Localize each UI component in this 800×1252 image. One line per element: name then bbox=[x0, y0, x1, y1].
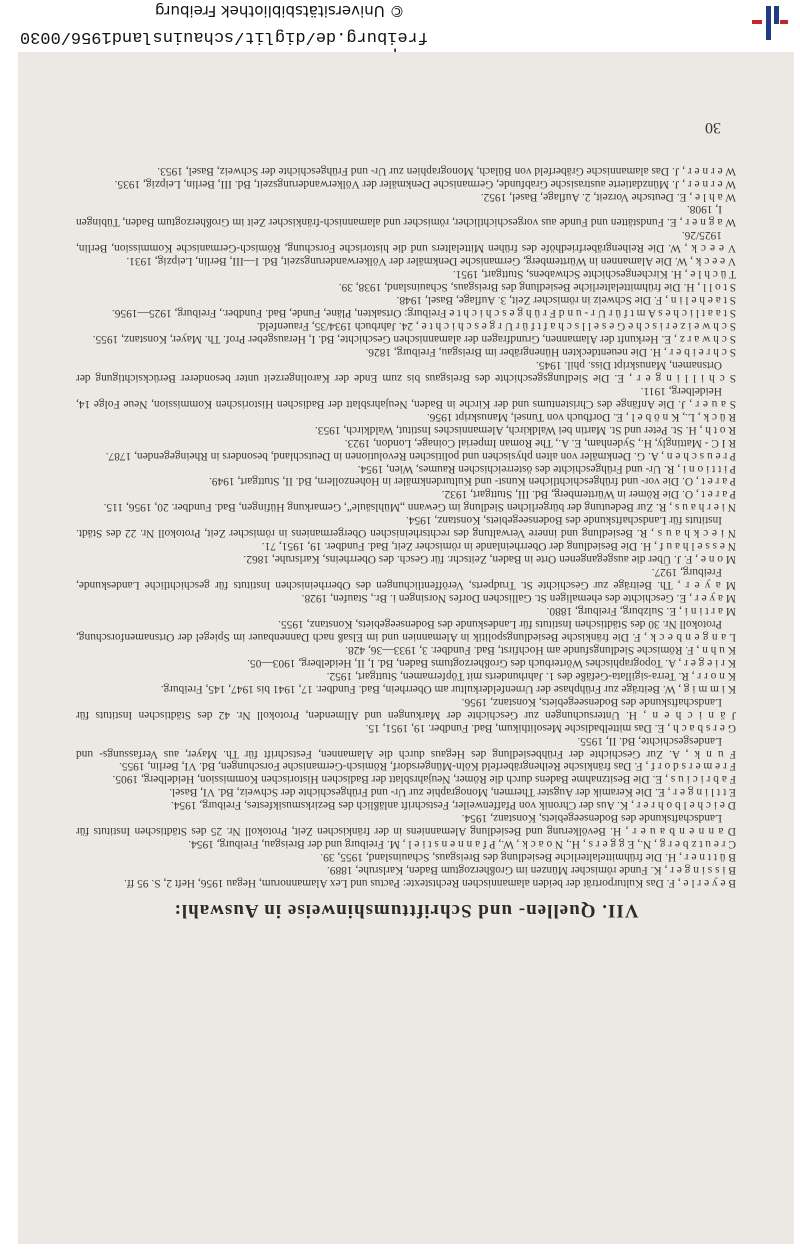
bibliography-entry: P r e u s c h e n , A. G. Denkmäler von alten physischen und politischen Revolutionen in Deutschland, besonders in Rheingegenden, 1787. bbox=[105, 449, 736, 462]
bibliography-entry: S t a e h e l i n , F. Die Schweiz in römischer Zeit, 3. Auflage, Basel, 1948. bbox=[396, 294, 736, 307]
bibliography-entry: E t t l i n g e r , E. Die Keramik der Augster Thermen, Monographie zur Ur- und Frühgeschichte der Schweiz, Bd. VI, Basel. bbox=[169, 786, 736, 799]
bibliography-entry: F u n k , A. Zur Geschichte der Frühbesiedlung des Hegaus durch die Alamannen, Festschrift für Th. Mayer, aus Verfassungs- und Landesgeschichte, Bd. II, 1955. bbox=[76, 734, 736, 760]
bibliography-entry: S t a a t l i c h e s A m t f ü r U r - u n d F r ü h g e s c h i c h t e Freiburg: Ortsakten, Pläne, Funde, Bad. Fundber., Freiburg, 1925—1956. bbox=[111, 307, 736, 320]
bibliography-entry: N e s s e l h a u f , H. Die Besiedlung der Oberrheinlande in römischer Zeit, Bad. Fundber. 19, 1951, 71. bbox=[261, 540, 736, 553]
bibliography-entry: V e e c k , W. Die Reihengräberfriedhöfe des frühen Mittelalters und die historische Forschung, Römisch-Germanische Kommission, Berlin, 1925/26. bbox=[76, 229, 736, 255]
bibliography-entry: P a r e t , O. Die vor- und frühgeschichtlichen Kunst- und Kulturdenkmäler in Hohenzollern, Bd. II, Stuttgart, 1949. bbox=[209, 475, 736, 488]
bibliography-entry: S c h w a r z , E. Herkunft der Alamannen, Grundfragen der alamannischen Geschichte, Bd. I, Herausgeber Prof. Th. Mayer, Konstanz, 1955. bbox=[92, 333, 736, 346]
bibliography-entry: G e r s b a c h , E. Das mittelbadische Mesolithikum, Bad. Fundber. 19, 1951, 15. bbox=[365, 721, 736, 734]
bibliography-entry: J ä n i c h e n , H. Untersuchungen zur Geschichte der Markungen und Allmenden, Protokoll Nr. 42 des Städtischen Instituts für Landschaftskunde des Bodenseegebiets, Konstanz, 1956. bbox=[76, 695, 736, 721]
bibliography-entry: P i t t i o n i , R. Ur- und Frühgeschichte des österreichischen Raumes, Wien, 1954. bbox=[357, 462, 736, 475]
bibliography-entry: R I C - Mattingly, H., Sydenham, E. A., The Roman Imperial Coinage, London, 1923. bbox=[344, 436, 736, 449]
bibliography-entry: S a u e r , J. Die Anfänge des Christentums und der Kirche in Baden, Neujahrsblatt der Badischen Historischen Kommission, Neue Folge 14, Heidelberg, 1911. bbox=[76, 384, 736, 410]
bibliography-entry: V e e c k , W. Die Alamannen in Württemberg, Germanische Denkmäler der Völkerwanderungszeit, Bd. I—III, Berlin, Leipzig, 1931. bbox=[126, 255, 736, 268]
bibliography-entry: T ü c h l e , H. Kirchengeschichte Schwabens, Stuttgart, 1951. bbox=[452, 268, 736, 281]
bibliography-entry: S c h w e i z e r i s c h e G e s e l l s c h a f t f ü r U r g e s c h i c h t e , 24. Jahrbuch 1934/35, Frauenfeld. bbox=[256, 320, 736, 333]
bibliography-entry: R ü c k , L., K n ö b e l , E. Dorfbuch von Tunsel, Manuskript 1956. bbox=[426, 410, 736, 423]
bibliography-entry: D e i c h e l b o h r e r , K. Aus der Chronik von Pfaffenweiler, Festschrift anläßlich des Bezirksmusikfestes, Freiburg, 1954. bbox=[170, 799, 736, 812]
bibliography-entry: M o n e , F. J. Über die ausgegangenen Orte in Baden, Zeitschr. für Gesch. des Oberrheins, Karlsruhe, 1862. bbox=[243, 553, 736, 566]
bibliography-entry: N i e r h a u s , R. Zur Bedeutung der bürgerlichen Siedlung im Gewann „Mühlsäule“, Gemarkung Hüfingen, Bad. Fundber. 20, 1956, 115. bbox=[103, 501, 736, 514]
bibliography-entry: F r e m e r s d o r f , F. Das fränkische Reihengräberfeld Köln-Müngersdorf, Römisch-Germanische Forschungen, Bd. VI, Berlin, 1955. bbox=[118, 760, 736, 773]
bibliography-entry: B i s s i n g e r , K. Funde römischer Münzen im Großherzogtum Baden, Karlsruhe, 1889. bbox=[326, 864, 736, 877]
copyright-text: © Universitätsbibliothek Freiburg bbox=[154, 2, 404, 20]
text-block bbox=[76, 164, 736, 944]
bibliography-entry: S c h r e i b e r , H. Die neuentdeckten Hünengräber im Breisgau, Freiburg, 1826. bbox=[365, 345, 736, 358]
bibliography-entry: N i e c k h a u s , R. Besiedlung und innere Verwaltung des rechtsrheinischen Obergermaniens in römischer Zeit, Protokoll Nr. 22 des Städt. Instituts für Landschaftskunde des Bodenseegebiets, Konstanz, 1954. bbox=[76, 514, 736, 540]
university-logo-icon bbox=[750, 4, 790, 42]
bibliography-entry: D a n n e n b a u e r , H. Bevölkerung und Besiedlung Alemanniens in der fränkischen Zeit, Protokoll Nr. 25 des Städtischen Instituts für Landschaftskunde des Bodenseegebiets, Konstanz, 1954. bbox=[76, 812, 736, 838]
bibliography-entry: K r i e g e r , A. Topographisches Wörterbuch des Großherzogtums Baden, Bd. I, II, Heidelberg, 1903—05. bbox=[247, 656, 736, 669]
bibliography-entry: C r e u t z b e r g , N., E g g e r s , H., N o a c k , W., P f a n n e n s t i e l , M. Freiburg und der Breisgau, Freiburg, 1954. bbox=[188, 838, 736, 851]
bibliography-entry: W a g n e r , E. Fundstätten und Funde aus vorgeschichtlicher, römischer und alamannisch-fränkischer Zeit im Großherzogtum Baden, Tübingen I, 1908. bbox=[76, 203, 736, 229]
bibliography-entry: W e r n e r , J. Das alamannische Gräberfeld von Bülach, Monographien zur Ur- und Frühgeschichte der Schweiz, Basel, 1953. bbox=[157, 164, 736, 177]
bibliography-entry: W e r n e r , J. Münzdatierte austrasische Grabfunde, Germanische Denkmäler der Völkerwanderungszeit, Bd. III, Berlin, Leipzig, 1935. bbox=[114, 177, 736, 190]
bibliography-entry: B e y e r l e , F. Das Kulturporträt der beiden alamannischen Rechtstexte: Pactus und Lex Alamannorum, Hegau 1956, Heft 2, S. 95 ff. bbox=[124, 877, 736, 890]
bibliography-list bbox=[76, 164, 736, 889]
section-heading: VII. Quellen- und Schrifttumshinweise in Auswahl: bbox=[173, 900, 639, 921]
bibliography-entry: S t o l l , H. Die frühmittelalterliche Besiedlung des Breisgaus, Schauinsland, 1938, 39. bbox=[338, 281, 736, 294]
bibliography-entry: F a b r i c i u s , E. Die Besitznahme Badens durch die Römer, Neujahrsblatt der Badischen Historischen Kommission, Heidelberg, 1905. bbox=[112, 773, 736, 786]
source-url[interactable]: freiburg.de/diglit/schauinsland1956/0030 bbox=[19, 27, 428, 46]
bibliography-entry: S c h i l l i n g e r , E. Die Siedlungsgeschichte des Breisgaus bis zum Ende der Karolingerzeit unter besonderer Berücksichtigung der Ortsnamen, Manuskript Diss. phil. 1945. bbox=[76, 358, 736, 384]
scanned-page bbox=[18, 52, 794, 1244]
bibliography-entry: W a h l e , E. Deutsche Vorzeit, 2. Auflage, Basel, 1952. bbox=[480, 190, 736, 203]
bibliography-entry: K n o r r , R. Terra-sigillata-Gefäße des 1. Jahrhunderts mit Töpfernamen, Stuttgart, 1952. bbox=[326, 669, 736, 682]
bibliography-entry: M a r t i n i , E. Sulzburg, Freiburg, 1880. bbox=[546, 605, 736, 618]
header-bar bbox=[0, 0, 800, 52]
bibliography-entry: P a r e t , O. Die Römer in Württemberg, Bd. III, Stuttgart, 1932. bbox=[441, 488, 736, 501]
bibliography-entry: K u h n , F. Römische Siedlungsfunde am Hochfirst, Bad. Fundber. 3, 1933—36, 428. bbox=[345, 643, 736, 656]
page-number: 30 bbox=[705, 119, 721, 136]
bibliography-entry: M a y e r , E. Geschichte des ehemaligen St. Gallischen Dorfes Norsingen i. Br., Staufen, 1928. bbox=[301, 592, 736, 605]
bibliography-entry: R o t h , H. St. Peter und St. Martin bei Waldkirch, Alemannisches Institut, Waldkirch, 1953. bbox=[314, 423, 736, 436]
bibliography-entry: K i m m i g , W. Beiträge zur Frühphase der Urnenfelderkultur am Oberrhein, Bad. Fundber. 17, 1941 bis 1947, 145, Freiburg. bbox=[160, 682, 736, 695]
page-content bbox=[18, 52, 794, 1244]
url-strip bbox=[0, 0, 800, 52]
bibliography-entry: B ü t t n e r , H. Die frühmittelalterliche Besiedlung des Breisgaus, Schauinsland, 1955, 39. bbox=[320, 851, 736, 864]
bibliography-entry: L a n g e n b e c k , F. Die fränkische Besiedlungspolitik in Alemannien und im Elsaß nach Dannenbauer im Spiegel der Ortsnamenforschung, Protokoll Nr. 30 des Städtischen Instituts für Landeskunde des Bodenseegebiets, Konstanz, 1955. bbox=[76, 617, 736, 643]
bibliography-entry: M a y e r , Th. Beiträge zur Geschichte St. Trudperts, Veröffentlichungen des Oberrheinischen Instituts für geschichtliche Landeskunde, Freiburg, 1927. bbox=[76, 566, 736, 592]
